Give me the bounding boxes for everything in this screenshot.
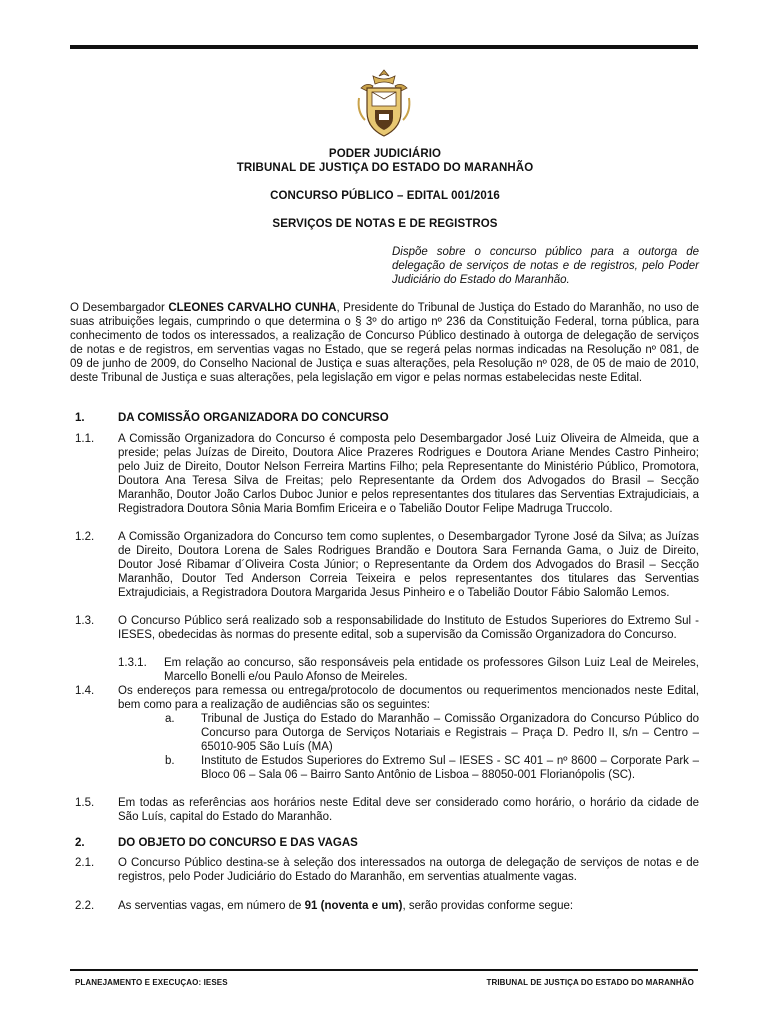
section-1-title: DA COMISSÃO ORGANIZADORA DO CONCURSO	[118, 412, 389, 424]
item-1-4-a-letter: a.	[165, 713, 175, 725]
section-2-number: 2.	[75, 837, 85, 849]
footer-rule	[70, 969, 698, 971]
header-tribunal: TRIBUNAL DE JUSTIÇA DO ESTADO DO MARANHÃO	[236, 162, 534, 174]
item-2-2-number: 2.2.	[75, 900, 95, 912]
preamble-paragraph	[70, 301, 699, 385]
section-1-number: 1.	[75, 412, 85, 424]
item-1-4-a-text: Tribunal de Justiça do Estado do Maranhão – Comissão Organizadora do Concurso Público do Concurso para Outorga de Serviços Notariais e Registrais – Praça D. Pedro II, s/n – Centro – 65010-905 São Luís (MA)	[201, 713, 699, 753]
item-2-1-text: O Concurso Público destina-se à seleção dos interessados na outorga de delegação de serviços de notas e de registros, pelo Poder Judiciário do Estado do Maranhão, em serventias atualmente vagas.	[118, 857, 699, 883]
header-poder-judiciario: PODER JUDICIÁRIO	[328, 148, 442, 160]
item-1-1-text: A Comissão Organizadora do Concurso é composta pelo Desembargador José Luiz Oliveira de Almeida, que a preside; pelas Juízas de Direito, Doutora Alice Prazeres Rodrigues e Doutora Ariane Mendes Castro Pinheiro; pelo Juiz de Direito, Doutor Nelson Ferreira Martins Filho; pela Representante do Ministério Público, Promotora, Doutora Ana Teresa Silva de Freitas; pelo Representante da Ordem dos Advogados do Brasil – Secção Maranhão, Doutor João Carlos Duboc Junior e pelos representantes dos titulares das Serventias Extrajudiciais, a Registradora Doutora Sônia Maria Bomfim Ericeira e o Tabelião Doutor Felipe Madruga Truccolo.	[118, 433, 699, 515]
footer-left: PLANEJAMENTO E EXECUÇAO: IESES	[75, 978, 228, 987]
item-2-1-number: 2.1.	[75, 857, 95, 869]
item-2-2-pre: As serventias vagas, em número de	[118, 900, 305, 912]
item-2-2-post: , serão providas conforme segue:	[402, 900, 574, 912]
preamble-pre: O Desembargador	[70, 302, 169, 314]
item-2-2-text	[118, 899, 699, 913]
item-1-3-text: O Concurso Público será realizado sob a responsabilidade do Instituto de Estudos Superiores do Extremo Sul - IESES, obedecidas às normas do presente edital, sob a supervisão da Comissão Organizadora do Concurso.	[118, 615, 699, 641]
coat-of-arms-seal	[355, 68, 413, 140]
item-1-4-b-letter: b.	[165, 755, 175, 767]
footer-right: TRIBUNAL DE JUSTIÇA DO ESTADO DO MARANHÃO	[486, 978, 694, 987]
item-1-5-text: Em todas as referências aos horários neste Edital deve ser considerado como horário, o horário da cidade de São Luís, capital do Estado do Maranhão.	[118, 797, 699, 823]
item-1-2-number: 1.2.	[75, 531, 95, 543]
header-concurso-edital: CONCURSO PÚBLICO – EDITAL 001/2016	[270, 190, 500, 202]
header-servicos: SERVIÇOS DE NOTAS E DE REGISTROS	[272, 218, 498, 230]
preamble-post: , Presidente do Tribunal de Justiça do Estado do Maranhão, no uso de suas atribuições legais, cumprindo o que determina o § 3º do artigo nº 236 da Constituição Federal, torna pública, para conhecimento de todos os interessados, a realização de Concurso Público destinado à outorga de delegação de serviços de notas e de registros, em serventias vagas no Estado, que se regerá pelas normas indicadas na Resolução nº 081, de 09 de junho de 2009, do Conselho Nacional de Justiça e suas alterações, pela Resolução nº 028, de 05 de maio de 2010, deste Tribunal de Justiça e suas alterações, pela legislação em vigor e pelas normas estabelecidas neste Edital.	[70, 302, 700, 384]
section-2-title: DO OBJETO DO CONCURSO E DAS VAGAS	[118, 837, 358, 849]
preamble-name: CLEONES CARVALHO CUNHA	[168, 302, 337, 314]
item-1-1-number: 1.1.	[75, 433, 95, 445]
ementa: Dispõe sobre o concurso público para a outorga de delegação de serviços de notas e de registros, pelo Poder Judiciário do Estado do Maranhão.	[392, 246, 699, 286]
item-1-2-text: A Comissão Organizadora do Concurso tem como suplentes, o Desembargador Tyrone José da Silva; as Juízas de Direito, Doutora Lorena de Sales Rodrigues Brandão e Doutora Sara Fernanda Gama, o Juiz de Direito, Doutor José Ribamar d´Oliveira Costa Júnior; o Representante da Ordem dos Advogados do Brasil – Secção Maranhão, Doutor Ted Anderson Correia Teixeira e pelos representantes dos titulares das Serventias Extrajudiciais, a Registradora Doutora Margarida Jesus Pinheiro e o Tabelião Doutor Fábio Salomão Lemos.	[118, 531, 699, 599]
top-rule	[70, 45, 698, 49]
item-1-4-number: 1.4.	[75, 685, 95, 697]
item-1-3-1-number: 1.3.1.	[118, 657, 147, 669]
item-1-4-text: Os endereços para remessa ou entrega/protocolo de documentos ou requerimentos mencionados neste Edital, bem como para a realização de audiências são os seguintes:	[118, 685, 699, 711]
item-1-3-1-text: Em relação ao concurso, são responsáveis pela entidade os professores Gilson Luiz Leal de Meireles, Marcello Bonelli e/ou Paulo Afonso de Meireles.	[164, 657, 699, 683]
item-1-4-b-text: Instituto de Estudos Superiores do Extremo Sul – IESES - SC 401 – nº 8600 – Corporate Park – Bloco 06 – Sala 06 – Bairro Santo Antônio de Lisboa – 88050-001 Florianópolis (SC).	[201, 755, 699, 781]
item-2-2-bold: 91 (noventa e um)	[304, 900, 403, 912]
item-1-3-number: 1.3.	[75, 615, 95, 627]
item-1-5-number: 1.5.	[75, 797, 95, 809]
